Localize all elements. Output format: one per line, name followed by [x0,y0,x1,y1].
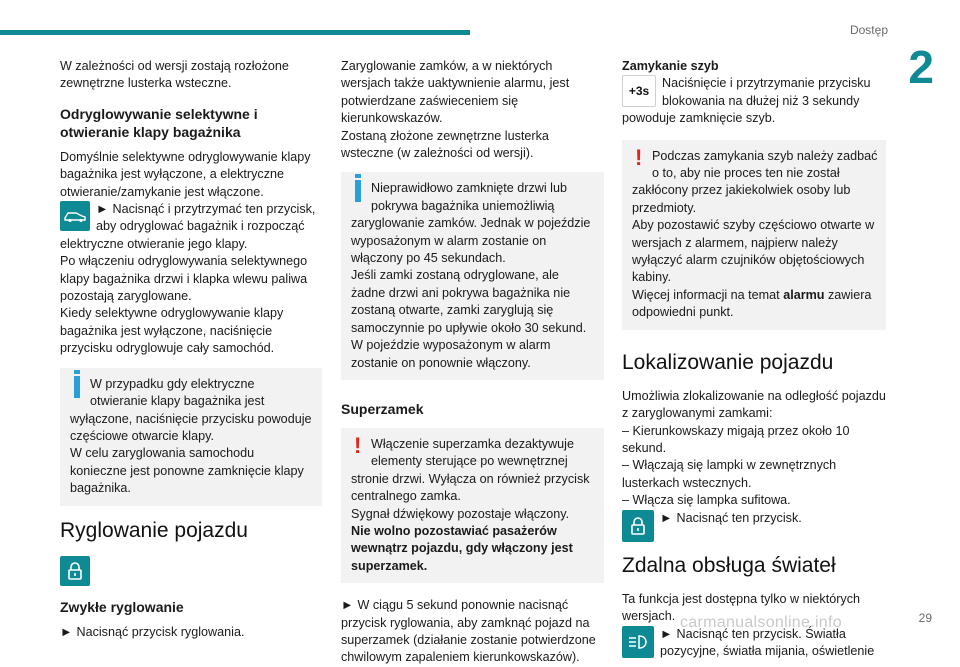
plus-3s-icon: +3s [622,75,656,107]
car-trunk-icon [60,201,90,231]
paragraph: Zaryglowanie zamków, a w niektórych wersjach także uaktywnienie alarmu, jest potwierdzane zaświeceniem się kierunkowskazów. [341,59,570,126]
info-text: Nieprawidłowo zamknięte drzwi lub pokrywa bagażnika uniemożliwią zaryglowanie zamków. Jednak w pojeździe wyposażonym w alarm zostanie on włączony po 45 sekundach. [351,181,591,266]
step-text: Nacisnąć ten przycisk. [676,510,802,525]
locate-step [622,510,886,527]
step-text: Naciśnięcie i przytrzymanie przycisku blokowania na dłużej niż 3 sekundy powoduje zamknięcie szyb. [622,76,871,126]
warning-icon: ! [635,144,643,170]
warning-text-bold: Nie wolno pozostawiać pasażerów wewnątrz pojazdu, gdy włączony jest superzamek. [351,523,573,573]
warning-text-bold: alarmu [783,287,825,302]
subheading-superlock: Superzamek [341,400,424,417]
arrow-icon: ► [60,624,73,639]
info-text: W celu zaryglowania samochodu konieczne jest ponowne zamknięcie klapy bagażnika. [70,446,304,496]
heading-locking: Ryglowanie pojazdu [60,518,248,542]
paragraph: Zostaną złożone zewnętrzne lusterka wsteczne (w zależności od wersji). [341,128,549,161]
list-item: – Włącza się lampka sufitowa. [622,493,791,508]
subheading-normal-locking: Zwykłe ryglowanie [60,598,184,615]
step-text: Nacisnąć przycisk ryglowania. [76,624,245,639]
arrow-icon: ► [660,510,673,525]
section-title: Dostęp [849,23,888,37]
paragraph: Po włączeniu odryglowywania selektywnego klapy bagażnika drzwi i klapka wlewu paliwa pozostają zaryglowane. [60,254,308,304]
padlock-icon [622,510,654,542]
subheading-selective: Odryglowywanie selektywne i otwieranie klapy bagażnika [60,105,258,140]
info-text: Jeśli zamki zostaną odryglowane, ale żadne drzwi ani pokrywa bagażnika nie zostaną otwarte, zamki zaryglują się samoczynnie po upływie około 30 sekund. W pojeździe wyposażonym w alarm zostanie on ponownie włączony. [351,268,587,370]
paragraph: Umożliwia zlokalizowanie na odległość pojazdu z zaryglowanymi zamkami: [622,388,886,421]
paragraph: Domyślnie selektywne odryglowywanie klapy bagażnika jest wyłączone, a elektryczne otwieranie/zamykanie jest włączone. [60,149,311,199]
info-box [341,172,604,379]
warning-icon: ! [354,432,362,458]
step-selective [60,201,322,253]
info-text: W przypadku gdy elektryczne otwieranie klapy bagażnika jest wyłączone, naciśnięcie przycisku powoduje częściowe otwarcie klapy. [70,376,312,443]
arrow-icon: ► [660,626,673,641]
windows-step [622,75,886,127]
step-text: Nacisnąć i przytrzymać ten przycisk, aby odryglować bagażnik i rozpocząć elektryczne otwieranie jego klapy. [60,202,316,251]
headlight-icon [622,626,654,658]
heading-locate: Lokalizowanie pojazdu [622,350,834,374]
warning-text: Włączenie superzamka dezaktywuje elementy sterujące po wewnętrznej stronie drzwi. Wyłącza on również przycisk centralnego zamka. [351,436,590,504]
header-accent-bar [0,30,470,35]
column-3 [622,58,886,661]
list-item: – Kierunkowskazy migają przez około 10 sekund. [622,423,850,455]
warning-text: Sygnał dźwiękowy pozostaje włączony. [351,506,570,521]
chapter-number: 2 [908,41,934,93]
info-icon [351,180,365,207]
page-number: 29 [918,611,932,625]
step-text: W ciągu 5 sekund ponownie nacisnąć przycisk ryglowania, aby zamknąć pojazd na superzamek (działanie zostanie potwierdzone chwilowym zapaleniem kierunkowskazów). [341,598,596,665]
warning-box [341,428,604,583]
paragraph: Ta funkcja jest dostępna tylko w niektórych wersjach. [622,591,861,624]
arrow-icon: ► [341,598,354,613]
lights-step [622,626,886,661]
info-icon [70,376,84,403]
arrow-icon: ► [96,202,109,217]
watermark: carmanualsonline.info [680,614,842,631]
column-1 [60,58,322,641]
warning-text: zawiera odpowiedni punkt. [632,287,872,320]
info-box [60,368,322,506]
heading-lights: Zdalna obsługa świateł [622,553,836,577]
padlock-icon [60,556,90,586]
list-item: – Włączają się lampki w zewnętrznych lusterkach wstecznych. [622,458,837,490]
column-2 [341,58,604,667]
step-text: Nacisnąć ten przycisk. Światła pozycyjne, światła mijania, oświetlenie [660,626,875,659]
warning-text: Aby pozostawić szyby częściowo otwarte w wersjach z alarmem, najpierw należy wyłączyć alarm czujników objętościowych kabiny. [632,218,875,285]
paragraph: Kiedy selektywne odryglowywanie klapy bagażnika jest wyłączone, naciśnięcie przycisku odryglowuje cały samochód. [60,306,284,356]
warning-text: Więcej informacji na temat [632,287,780,302]
warning-text: Podczas zamykania szyb należy zadbać o to, aby nie proces ten nie został zakłócony przez jakiekolwiek osoby lub przedmioty. [632,148,878,215]
paragraph: W zależności od wersji zostają rozłożone zewnętrzne lusterka wsteczne. [60,59,289,91]
warning-box [622,140,886,330]
subheading-windows: Zamykanie szyb [622,59,719,73]
